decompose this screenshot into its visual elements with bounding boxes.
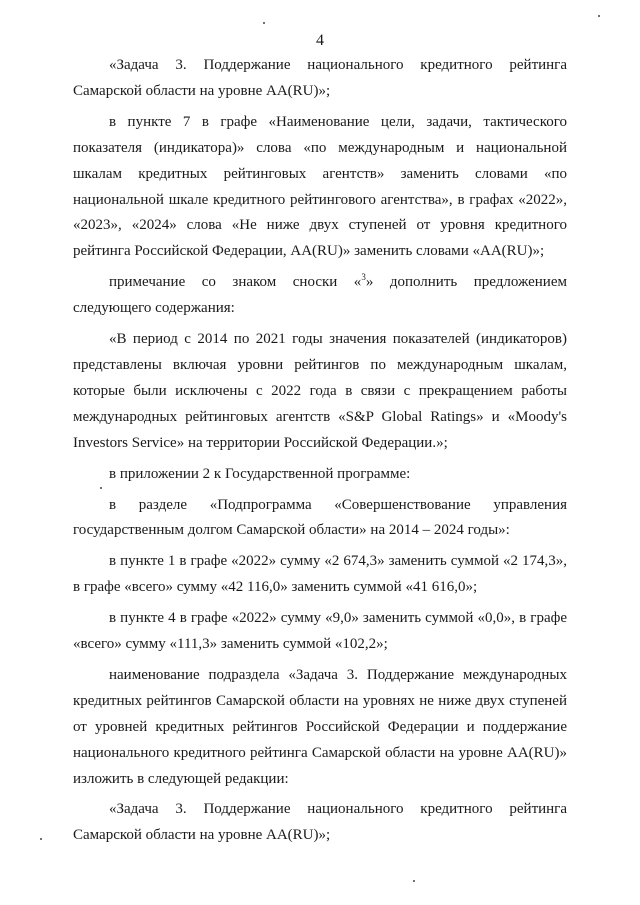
paragraph-item1-sums: в пункте 1 в графе «2022» сумму «2 674,3» заменить суммой «2 174,3», в графе «всего» сумму «42 116,0» заменить суммой «41 616,0»;: [73, 553, 567, 596]
scan-speck: [40, 838, 42, 840]
scan-speck: [598, 15, 600, 17]
page-number: 4: [316, 32, 324, 49]
paragraph-subprogram-section: в разделе «Подпрограмма «Совершенствование управления государственным долгом Самарской области» на 2014 – 2024 годы»:: [73, 496, 567, 539]
footnote-note-text-after: » дополнить предложением следующего содержания:: [73, 274, 567, 317]
scan-speck: [263, 22, 265, 24]
paragraph-task3-heading: «Задача 3. Поддержание национального кредитного рейтинга Самарской области на уровне АА(RU)»;: [73, 57, 567, 99]
footnote-note-text-before: примечание со знаком сноски «: [109, 274, 362, 291]
scan-speck: [100, 487, 102, 489]
paragraph-subsection-title: наименование подраздела «Задача 3. Поддержание международных кредитных рейтингов Самарской области на уровнях не ниже двух ступеней от уровней кредитных рейтингов Российской Федерации и поддержание национального кредитного рейтинга Самарской области на уровне АА(RU)» изложить в следующей редакции:: [73, 666, 567, 787]
paragraph-quoted-sentence: «В период с 2014 по 2021 годы значения показателей (индикаторов) представлены включая уровни рейтингов по международным шкалам, которые были исключены с 2022 года в связи с прекращением работы международных рейтинговых агентств «S&P Global Ratings» и «Moody's Investors Service» на территории Российской Федерации.»;: [73, 331, 567, 451]
paragraph-footnote-note: [73, 270, 567, 322]
scan-speck: [413, 880, 415, 882]
footnote-mark: 3: [361, 272, 366, 283]
paragraph-appendix2: в приложении 2 к Государственной программе:: [109, 465, 411, 482]
paragraph-item4-sums: в пункте 4 в графе «2022» сумму «9,0» заменить суммой «0,0», в графе «всего» сумму «111,3» заменить суммой «102,2»;: [73, 610, 567, 653]
document-body: [73, 53, 567, 849]
paragraph-new-task3-heading: «Задача 3. Поддержание национального кредитного рейтинга Самарской области на уровне АА(RU)»;: [73, 801, 567, 844]
paragraph-item7-changes: в пункте 7 в графе «Наименование цели, задачи, тактического показателя (индикатора)» слова «по международным и национальной шкалам кредитных рейтинговых агентств» заменить словами «по национальной шкале кредитного рейтингового агентства», в графах «2022», «2023», «2024» слова «Не ниже двух ступеней от уровня кредитного рейтинга Российской Федерации, АА(RU)» заменить словами «АА(RU)»;: [73, 113, 567, 260]
